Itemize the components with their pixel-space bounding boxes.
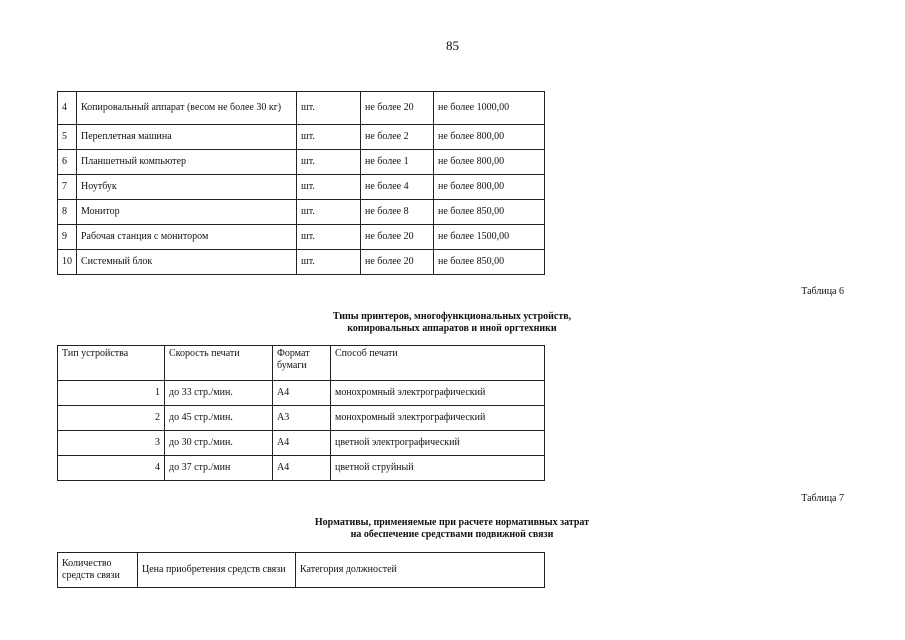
header-paper-format: Формат бумаги [273, 346, 331, 381]
row-number: 10 [58, 250, 77, 275]
price: не более 800,00 [434, 150, 545, 175]
table-row [58, 175, 545, 200]
paper-format: А4 [273, 381, 331, 406]
row-number: 4 [58, 92, 77, 125]
row-number: 5 [58, 125, 77, 150]
print-speed: до 30 стр./мин. [165, 431, 273, 456]
table7-title-line1: Нормативы, применяемые при расчете нормативных затрат [314, 517, 590, 528]
unit: шт. [297, 225, 361, 250]
print-method: монохромный электрографический [331, 406, 545, 431]
table-row [58, 250, 545, 275]
quantity: не более 4 [361, 175, 434, 200]
paper-format: А4 [273, 431, 331, 456]
item-name: Системный блок [77, 250, 297, 275]
row-number: 9 [58, 225, 77, 250]
table-row [58, 150, 545, 175]
unit: шт. [297, 175, 361, 200]
quantity: не более 20 [361, 250, 434, 275]
print-method: цветной электрографический [331, 431, 545, 456]
item-name: Рабочая станция с монитором [77, 225, 297, 250]
header-position-category: Категория должностей [296, 553, 545, 588]
price: не более 800,00 [434, 175, 545, 200]
table6-caption: Таблица 6 [801, 286, 844, 297]
print-speed: до 33 стр./мин. [165, 381, 273, 406]
table-row [58, 225, 545, 250]
unit: шт. [297, 200, 361, 225]
header-device-type: Тип устройства [58, 346, 165, 381]
table7-title-line2: на обеспечение средствами подвижной связи [350, 529, 554, 540]
table-row [58, 200, 545, 225]
row-number: 7 [58, 175, 77, 200]
table-header-row [58, 346, 545, 381]
table-row [58, 456, 545, 481]
price: не более 850,00 [434, 250, 545, 275]
device-type: 3 [58, 431, 165, 456]
equipment-table [57, 91, 545, 275]
printer-types-table [57, 345, 545, 481]
unit: шт. [297, 250, 361, 275]
item-name: Переплетная машина [77, 125, 297, 150]
print-method: монохромный электрографический [331, 381, 545, 406]
table-row [58, 92, 545, 125]
quantity: не более 2 [361, 125, 434, 150]
table-row [58, 406, 545, 431]
device-type: 2 [58, 406, 165, 431]
print-speed: до 45 стр./мин. [165, 406, 273, 431]
quantity: не более 20 [361, 225, 434, 250]
row-number: 8 [58, 200, 77, 225]
item-name: Ноутбук [77, 175, 297, 200]
table7-caption: Таблица 7 [801, 493, 844, 504]
price: не более 850,00 [434, 200, 545, 225]
item-name: Копировальный аппарат (весом не более 30 кг) [77, 92, 297, 125]
device-type: 1 [58, 381, 165, 406]
table-row [58, 381, 545, 406]
unit: шт. [297, 125, 361, 150]
paper-format: А3 [273, 406, 331, 431]
print-speed: до 37 стр./мин [165, 456, 273, 481]
device-type: 4 [58, 456, 165, 481]
unit: шт. [297, 92, 361, 125]
header-print-method: Способ печати [331, 346, 545, 381]
unit: шт. [297, 150, 361, 175]
header-price: Цена приобретения средств связи [138, 553, 296, 588]
row-number: 6 [58, 150, 77, 175]
item-name: Монитор [77, 200, 297, 225]
table-header-row [58, 553, 545, 588]
paper-format: А4 [273, 456, 331, 481]
table6-title-line2: копировальных аппаратов и иной оргтехники [347, 323, 557, 334]
mobile-communication-norms-table [57, 552, 545, 588]
table-row [58, 431, 545, 456]
quantity: не более 8 [361, 200, 434, 225]
price: не более 1500,00 [434, 225, 545, 250]
quantity: не более 1 [361, 150, 434, 175]
table-row [58, 125, 545, 150]
print-method: цветной струйный [331, 456, 545, 481]
header-print-speed: Скорость печати [165, 346, 273, 381]
page-number: 85 [446, 38, 459, 53]
quantity: не более 20 [361, 92, 434, 125]
table6-title-line1: Типы принтеров, многофункциональных устройств, [332, 311, 572, 322]
price: не более 800,00 [434, 125, 545, 150]
price: не более 1000,00 [434, 92, 545, 125]
item-name: Планшетный компьютер [77, 150, 297, 175]
header-quantity: Количество средств связи [58, 553, 138, 588]
